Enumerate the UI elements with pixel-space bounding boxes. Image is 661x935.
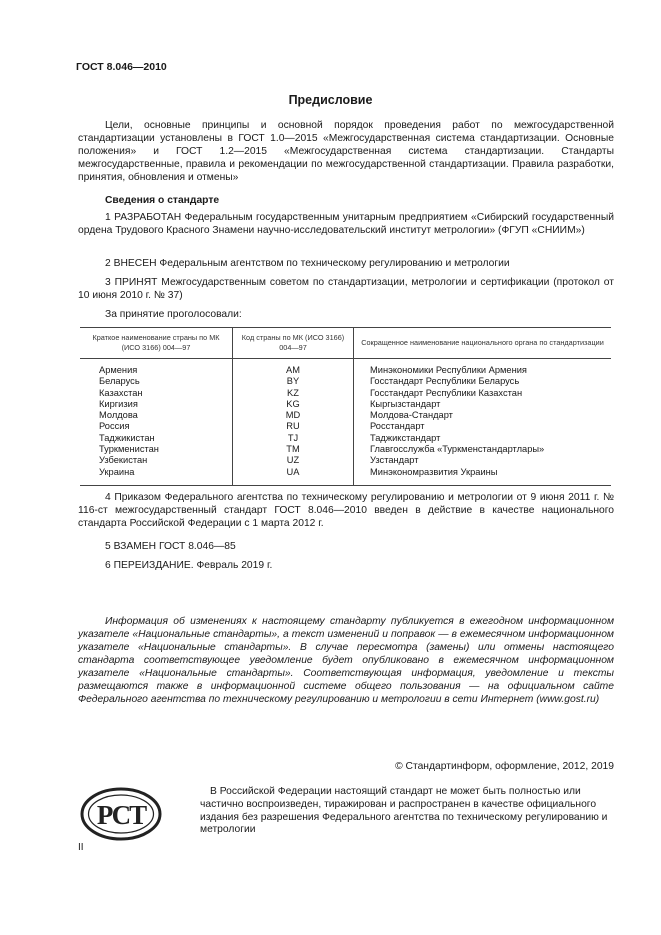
info-item-adopted: 3 ПРИНЯТ Межгосударственным советом по стандартизации, метрологии и сертификации (протокол от 10 июня 2010 г. № 37) xyxy=(78,277,614,301)
country-name: Армения xyxy=(99,365,138,375)
standards-body: Минэкономразвития Украины xyxy=(354,467,612,486)
standards-body: Госстандарт Республики Казахстан xyxy=(370,387,523,398)
info-item-reissue: 6 ПЕРЕИЗДАНИЕ. Февраль 2019 г. xyxy=(105,560,273,571)
standards-body: Главгосслужба «Туркменстандартлары» xyxy=(370,444,545,455)
table-row xyxy=(80,433,611,444)
page-title: Предисловие xyxy=(288,93,373,107)
table-row xyxy=(80,444,611,455)
standards-body: Росстандарт xyxy=(370,421,425,432)
vote-table xyxy=(80,327,611,486)
table-row xyxy=(80,399,611,410)
country-code: RU xyxy=(233,421,354,432)
table-row xyxy=(80,376,611,387)
country-name: Туркменистан xyxy=(99,444,159,455)
country-name: Россия xyxy=(99,421,130,432)
country-name: Беларусь xyxy=(99,376,140,387)
table-row xyxy=(80,388,611,399)
table-row xyxy=(80,421,611,432)
standards-body: Госстандарт Республики Беларусь xyxy=(370,376,520,387)
country-name: Казахстан xyxy=(99,387,143,398)
country-name: Молдова xyxy=(99,410,138,421)
info-item-enacted: 4 Приказом Федерального агентства по техническому регулированию и метрологии от 9 июня 2011 г. № 116-ст межгосударственный стандарт ГОСТ 8.046—2010 введен в действие в качестве национального стандарта Российской Федерации с 1 марта 2012 г. xyxy=(78,492,614,529)
table-header-row xyxy=(80,328,611,359)
reproduction-notice: В Российской Федерации настоящий стандарт не может быть полностью или частично воспроизведен, тиражирован и распространен в качестве официального издания без разрешения Федерального агентства по техническому регулированию и метрологии xyxy=(200,786,608,836)
document-code: ГОСТ 8.046—2010 xyxy=(76,61,167,73)
table-row xyxy=(80,455,611,466)
country-code: UZ xyxy=(233,455,354,466)
country-name: Узбекистан xyxy=(99,455,148,466)
logo-text: РСТ xyxy=(96,800,146,830)
page-number: II xyxy=(78,842,84,853)
country-code: BY xyxy=(233,376,354,387)
country-code: KG xyxy=(233,399,354,410)
table-header-country: Краткое наименование страны по МК (ИСО 3166) 004—97 xyxy=(80,328,233,359)
info-item-replaces: 5 ВЗАМЕН ГОСТ 8.046—85 xyxy=(105,541,236,552)
country-code: UA xyxy=(233,467,354,486)
copyright-line: © Стандартинформ, оформление, 2012, 2019 xyxy=(395,761,614,772)
standards-body: Таджикстандарт xyxy=(370,432,441,443)
rst-logo xyxy=(80,787,162,841)
intro-paragraph: Цели, основные принципы и основной порядок проведения работ по межгосударственной стандартизации установлены в ГОСТ 1.0—2015 «Межгосударственная система стандартизации. Основные положения» и ГОСТ 1.2—2015 «Межгосударственная система стандартизации. Стандарты межгосударственные, правила и рекомендации по межгосударственной стандартизации. Правила разработки, принятия, обновления и отмены» xyxy=(78,120,614,183)
table-row xyxy=(80,467,611,486)
info-item-introduced: 2 ВНЕСЕН Федеральным агентством по техническому регулированию и метрологии xyxy=(105,258,510,269)
country-code: TM xyxy=(233,444,354,455)
table-header-authority: Сокращенное наименование национального органа по стандартизации xyxy=(354,328,612,359)
standards-body: Кыргызстандарт xyxy=(370,398,441,409)
standards-body: Молдова-Стандарт xyxy=(370,410,453,421)
country-name: Таджикистан xyxy=(99,432,155,443)
table-row xyxy=(80,410,611,421)
rst-certification-logo-icon xyxy=(80,787,162,841)
standards-body: Минэкономики Республики Армения xyxy=(370,365,527,375)
country-name: Украина xyxy=(80,467,233,486)
vote-intro: За принятие проголосовали: xyxy=(105,309,242,320)
amendments-info-notice: Информация об изменениях к настоящему стандарту публикуется в ежегодном информационном указателе «Национальные стандарты», а текст изменений и поправок — в ежемесячном информационном указателе «Национальные стандарты». В случае пересмотра (замены) или отмены настоящего стандарта соответствующее уведомление будет опубликовано в ежемесячном информационном указателе «Национальные стандарты». Соответствующая информация, уведомление и тексты размещаются также в информационной системе общего пользования — на официальном сайте Федерального агентства по техническому регулированию и метрологии в сети Интернет (www.gost.ru) xyxy=(78,616,614,705)
country-code: MD xyxy=(233,410,354,421)
standard-info-heading: Сведения о стандарте xyxy=(105,195,220,206)
info-item-developed: 1 РАЗРАБОТАН Федеральным государственным унитарным предприятием «Сибирский государственный ордена Трудового Красного Знамени научно-исследовательский институт метрологии» (ФГУП «СНИИМ») xyxy=(78,212,614,236)
country-code: TJ xyxy=(233,433,354,444)
table-header-code: Код страны по МК (ИСО 3166) 004—97 xyxy=(233,328,354,359)
table-row xyxy=(80,359,611,377)
country-code: AM xyxy=(233,359,354,377)
standards-body: Узстандарт xyxy=(370,455,419,466)
country-code: KZ xyxy=(233,388,354,399)
country-name: Киргизия xyxy=(99,398,138,409)
